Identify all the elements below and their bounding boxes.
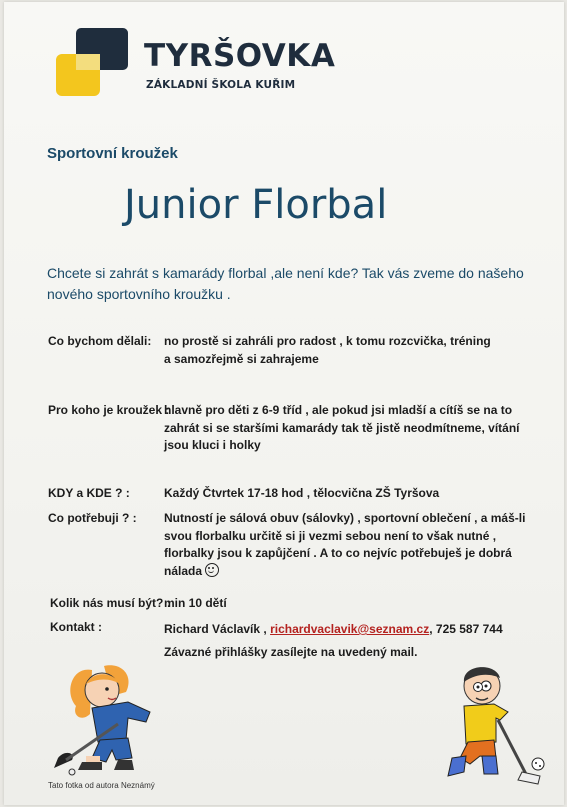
smiley-icon [205,563,219,577]
count-value: min 10 dětí [164,596,227,610]
section-heading: Sportovní kroužek [47,145,178,162]
activities-label: Co bychom dělali: [48,334,152,348]
needs-text: Nutností je sálová obuv (sálovky) , sportovní oblečení , a máš-li svou florbalku určitě si ji vezmi sebou není to však nutné , florbalky jsou k zapůjčení . A to co nejvíc potřebuješ je dobrá nálada [164,511,526,578]
contact-name: Richard Václavík , [164,622,267,636]
girl-floorball-illustration [52,662,164,780]
activities-value: no prostě si zahráli pro radost , k tomu rozcvička, tréning a samozřejmě si zahrajeme [164,334,491,366]
count-label: Kolik nás musí být? : [50,596,171,610]
contact-label: Kontakt : [50,620,102,634]
needs-label: Co potřebuji ? : [48,511,137,525]
contact-phone: 725 587 744 [435,622,503,636]
needs-value [164,510,530,580]
school-logo-icon [52,24,132,100]
when-where-value: Každý Čtvrtek 17-18 hod , tělocvična ZŠ Tyršova [164,486,440,500]
audience-value: hlavně pro děti z 6-9 tříd , ale pokud jsi mladší a cítíš se na to zahrát si se staršími kamarády tak tě jistě neodmítneme, vítání jsou kluci i holky [164,403,520,452]
audience-label: Pro koho je kroužek : [48,403,170,417]
contact-value [164,621,544,639]
brand-subtitle: ZÁKLADNÍ ŠKOLA KUŘIM [146,79,296,91]
image-credit: Tato fotka od autora Neznámý [48,781,155,790]
contact-email-link[interactable]: richardvaclavik@seznam.cz [270,622,430,636]
when-where-label: KDY a KDE ? : [48,486,130,500]
page-title: Junior Florbal [124,182,388,228]
brand-name: TYRŠOVKA [144,38,336,74]
contact-note: Závazné přihlášky zasílejte na uvedený mail. [164,645,418,659]
intro-text: Chcete si zahrát s kamarády florbal ,ale není kde? Tak vás zveme do našeho nového sportovního kroužku . [47,265,524,302]
boy-floorball-illustration [438,660,552,786]
poster-sheet [4,2,564,805]
contact-separator: , [429,622,433,636]
